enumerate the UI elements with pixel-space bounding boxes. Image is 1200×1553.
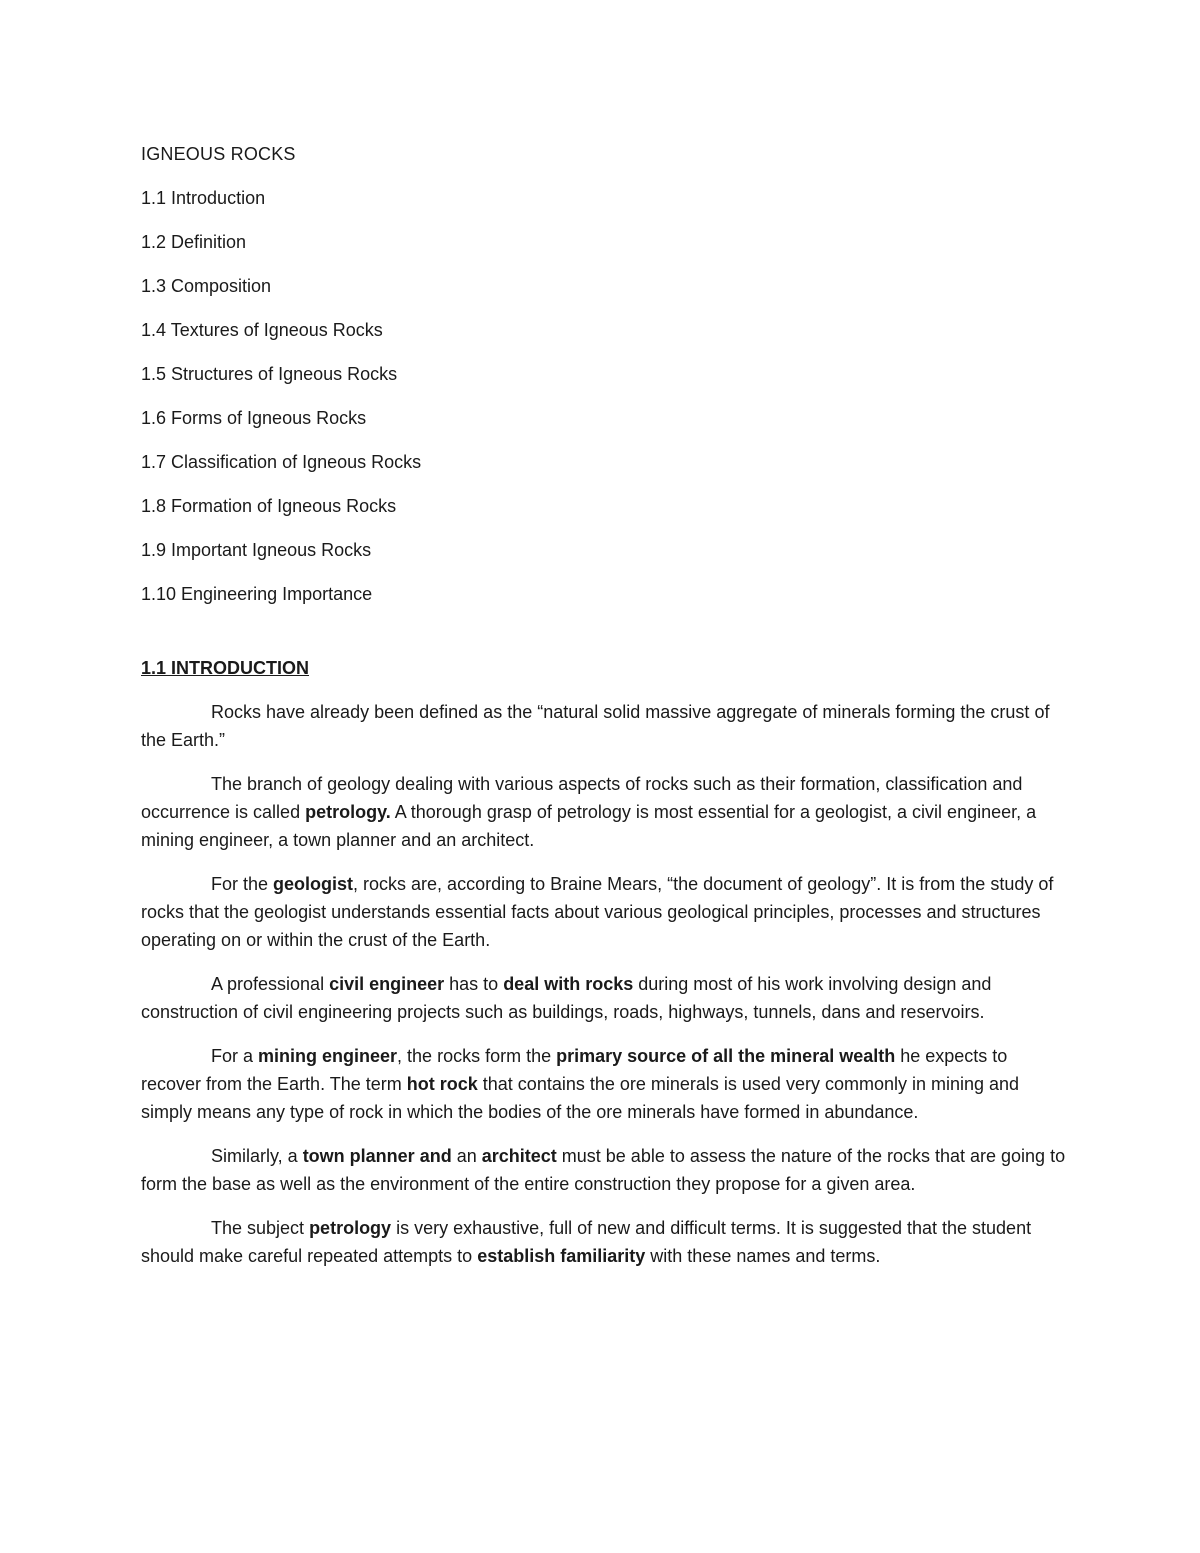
toc-item: 1.9 Important Igneous Rocks	[141, 540, 372, 560]
toc-item: 1.10 Engineering Importance	[141, 584, 373, 604]
bold-term: architect	[481, 1146, 557, 1166]
bold-term: hot rock	[406, 1074, 478, 1094]
bold-term: establish familiarity	[477, 1246, 646, 1266]
paragraph-text: that contains the ore minerals is used very commonly in mining and simply means any type of rock in which the bodies of the ore minerals have formed in abundance.	[141, 1074, 1020, 1122]
toc-item: 1.5 Structures of Igneous Rocks	[141, 364, 398, 384]
paragraph-text: he expects to recover from the Earth. The term	[141, 1046, 1008, 1094]
section-heading-introduction: 1.1 INTRODUCTION	[141, 658, 310, 678]
toc-item: 1.2 Definition	[141, 232, 247, 252]
bold-term: civil engineer	[329, 974, 445, 994]
paragraph-text: , the rocks form the	[397, 1046, 557, 1066]
bold-term: petrology	[309, 1218, 392, 1238]
toc-item: 1.8 Formation of Igneous Rocks	[141, 496, 397, 516]
paragraph-text: Rocks have already been defined as the “natural solid massive aggregate of minerals forming the crust of the Earth.”	[141, 702, 1050, 750]
paragraph-petrology	[141, 770, 1066, 854]
paragraph-text: Similarly, a	[211, 1146, 303, 1166]
paragraph-text: has to	[444, 974, 504, 994]
paragraph-text: For the	[211, 874, 274, 894]
paragraph-rock-definition	[141, 698, 1066, 754]
bold-term: primary source of all the mineral wealth	[556, 1046, 896, 1066]
bold-term: mining engineer	[258, 1046, 398, 1066]
toc-item: 1.6 Forms of Igneous Rocks	[141, 408, 367, 428]
bold-term: geologist	[273, 874, 354, 894]
table-of-contents	[141, 184, 1066, 608]
paragraph-text: A thorough grasp of petrology is most essential for a geologist, a civil engineer, a mining engineer, a town planner and an architect.	[141, 802, 1037, 850]
paragraph-text: The subject	[211, 1218, 310, 1238]
toc-item: 1.1 Introduction	[141, 188, 266, 208]
paragraph-text: with these names and terms.	[645, 1246, 881, 1266]
toc-item: 1.7 Classification of Igneous Rocks	[141, 452, 422, 472]
toc-item: 1.3 Composition	[141, 276, 272, 296]
paragraph-mining-engineer	[141, 1042, 1066, 1126]
bold-term: town planner and	[302, 1146, 452, 1166]
paragraph-text: , rocks are, according to Braine Mears, “the document of geology”. It is from the study of rocks that the geologist understands essential facts about various geological principles, processes and structures operating on or within the crust of the Earth.	[141, 874, 1054, 950]
toc-item: 1.4 Textures of Igneous Rocks	[141, 320, 383, 340]
paragraph-town-planner	[141, 1142, 1066, 1198]
paragraph-text: A professional	[211, 974, 330, 994]
paragraph-text: is very exhaustive, full of new and difficult terms. It is suggested that the student should make careful repeated attempts to	[141, 1218, 1032, 1266]
paragraph-geologist	[141, 870, 1066, 954]
paragraph-text: The branch of geology dealing with various aspects of rocks such as their formation, classification and occurrence is called	[141, 774, 1023, 822]
paragraph-text: an	[451, 1146, 482, 1166]
bold-term: petrology.	[305, 802, 391, 822]
document-title: IGNEOUS ROCKS	[141, 144, 296, 164]
paragraph-subject-petrology	[141, 1214, 1066, 1270]
bold-term: deal with rocks	[503, 974, 634, 994]
paragraph-civil-engineer	[141, 970, 1066, 1026]
paragraph-text: For a	[211, 1046, 259, 1066]
paragraph-text: must be able to assess the nature of the rocks that are going to form the base as well as the environment of the entire construction they propose for a given area.	[141, 1146, 1066, 1194]
document-page	[141, 140, 1066, 1286]
paragraph-text: during most of his work involving design and construction of civil engineering projects such as buildings, roads, highways, tunnels, dans and reservoirs.	[141, 974, 992, 1022]
